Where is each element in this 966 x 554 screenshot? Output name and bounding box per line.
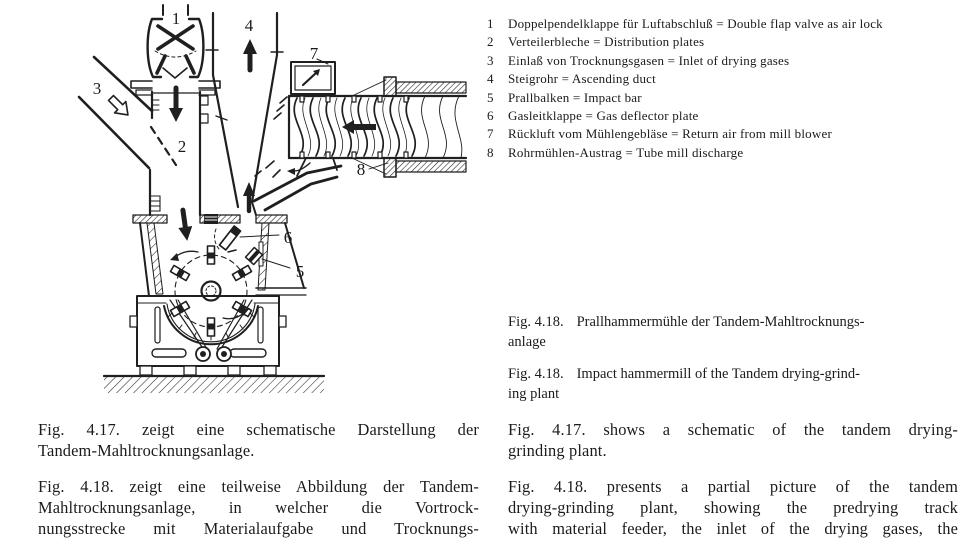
feed-chute bbox=[79, 57, 152, 168]
legend-item bbox=[487, 52, 952, 70]
figure-captions bbox=[508, 312, 960, 416]
legend-item-number: 6 bbox=[487, 108, 494, 124]
legend-item-text: Prallbalken = Impact bar bbox=[508, 89, 642, 105]
left-arrow-icon bbox=[342, 120, 376, 134]
hammer bbox=[232, 265, 251, 280]
legend-item bbox=[487, 144, 952, 162]
distribution-plate-dashed bbox=[151, 127, 176, 165]
legend-item bbox=[487, 125, 952, 143]
legend-item bbox=[487, 15, 952, 33]
ground bbox=[104, 376, 324, 393]
paragraph bbox=[38, 476, 479, 539]
legend-item-number: 3 bbox=[487, 52, 494, 68]
paragraph bbox=[508, 419, 958, 461]
legend-item bbox=[487, 70, 952, 88]
hammer bbox=[170, 265, 189, 280]
diagram-label-2: 2 bbox=[177, 137, 187, 156]
return-air-box bbox=[291, 59, 335, 94]
caption-text: ing plant bbox=[508, 386, 560, 402]
text-line: Mahltrocknungsanlage, in welcher die Vortrock- bbox=[38, 498, 479, 517]
legend-item bbox=[487, 33, 952, 51]
hammer-rotor bbox=[170, 246, 252, 336]
caption-fig-number: Fig. 4.18. bbox=[508, 314, 564, 330]
paragraph bbox=[508, 476, 958, 539]
caption-fig-4-18-german bbox=[508, 312, 960, 352]
text-line: Fig. 4.18. presents a partial picture of the tandem bbox=[508, 477, 958, 496]
parts-legend bbox=[487, 15, 952, 162]
text-line: Fig. 4.18. zeigt eine teilweise Abbildung der Tandem- bbox=[38, 477, 479, 496]
legend-item-number: 8 bbox=[487, 144, 494, 160]
down-arrow-icon bbox=[176, 209, 194, 242]
legend-item-number: 7 bbox=[487, 126, 494, 142]
caption-text: anlage bbox=[508, 334, 546, 350]
text-line: Fig. 4.17. zeigt eine schematische Darstellung der bbox=[38, 420, 479, 439]
caption-text: Impact hammermill of the Tandem drying-grind- bbox=[576, 366, 860, 382]
up-arrow-icon bbox=[243, 39, 257, 70]
hammer bbox=[208, 246, 215, 264]
legend-item-text: Einlaß von Trocknungsgasen = Inlet of drying gases bbox=[508, 52, 790, 68]
legend-item-text: Verteilerbleche = Distribution plates bbox=[508, 34, 705, 50]
text-line: grinding plant. bbox=[508, 441, 607, 460]
diagram-label-8: 8 bbox=[356, 160, 366, 179]
legend-item-text: Gasleitklappe = Gas deflector plate bbox=[508, 108, 699, 124]
rotation-arrow-icon bbox=[170, 253, 179, 261]
body-text-english bbox=[508, 419, 958, 554]
diagram-label-3: 3 bbox=[92, 79, 102, 98]
caption-fig-4-18-english bbox=[508, 364, 960, 404]
fig-4-18-diagram bbox=[0, 0, 470, 415]
diagram-label-7: 7 bbox=[309, 44, 319, 63]
legend-item-text: Steigrohr = Ascending duct bbox=[508, 71, 656, 87]
legend-item bbox=[487, 89, 952, 107]
legend-item-number: 4 bbox=[487, 71, 494, 87]
flow-arrow-icon bbox=[105, 92, 133, 120]
legend-item-text: Rückluft vom Mühlengebläse = Return air from mill blower bbox=[508, 126, 832, 142]
body-text-german bbox=[38, 419, 479, 554]
legend-item-text: Rohrmühlen-Austrag = Tube mill discharge bbox=[508, 144, 744, 160]
gas-deflector-plate bbox=[215, 226, 279, 252]
text-line: with material feeder, the inlet of the drying gases, the bbox=[508, 519, 958, 538]
legend-item-number: 1 bbox=[487, 16, 494, 31]
diagram-label-6: 6 bbox=[283, 228, 293, 247]
diagram-label-4: 4 bbox=[244, 16, 254, 35]
hammer bbox=[208, 318, 215, 336]
curved-arrow-icon bbox=[287, 168, 295, 175]
caption-fig-number: Fig. 4.18. bbox=[508, 366, 564, 382]
ascending-duct bbox=[206, 13, 283, 215]
legend-item-number: 2 bbox=[487, 34, 494, 50]
legend-item-text: Doppelpendelklappe für Luftabschluß = Double flap valve as air lock bbox=[508, 16, 883, 31]
text-line: nungsstrecke mit Materialaufgabe und Trocknungs- bbox=[38, 519, 479, 538]
discharge-chute bbox=[254, 158, 341, 210]
diagram-label-5: 5 bbox=[295, 262, 305, 281]
text-line: drying-grinding plant, showing the predrying track bbox=[508, 498, 958, 517]
legend-item-number: 5 bbox=[487, 89, 494, 105]
text-line: Tandem-Mahltrocknungsanlage. bbox=[38, 441, 255, 460]
caption-text: Prallhammermühle der Tandem-Mahltrocknungs- bbox=[576, 314, 865, 330]
paragraph bbox=[38, 419, 479, 461]
diagram-label-1: 1 bbox=[171, 9, 181, 28]
legend-item bbox=[487, 107, 952, 125]
hammermill-housing bbox=[130, 209, 306, 375]
text-line: Fig. 4.17. shows a schematic of the tandem drying- bbox=[508, 420, 958, 439]
